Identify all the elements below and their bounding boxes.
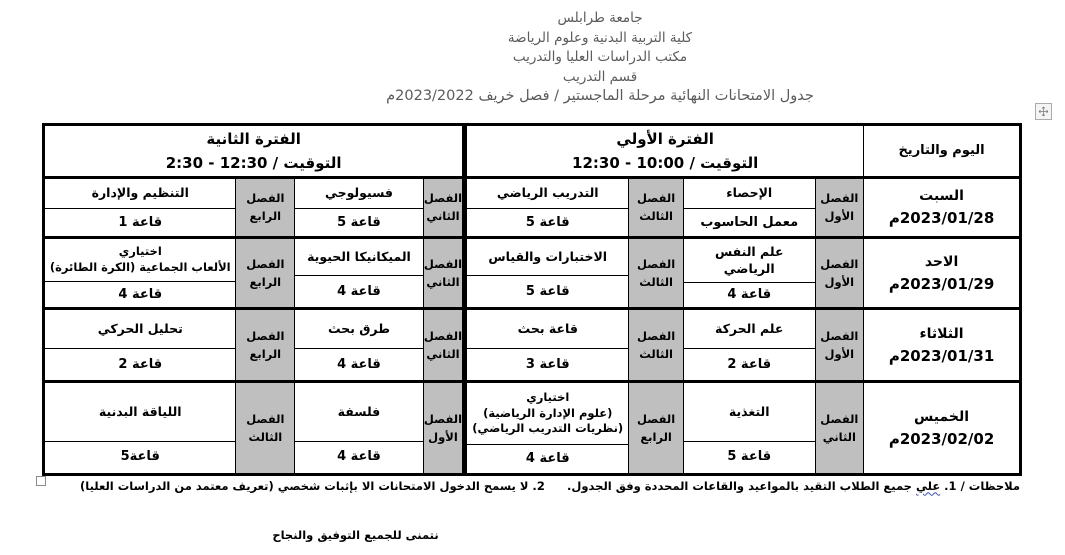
- period2-title: الفترة الثانية: [206, 129, 301, 148]
- period2-time: التوقيت / 12:30 - 2:30: [165, 153, 342, 172]
- semester-label: الرابع: [249, 274, 282, 289]
- period1-title: الفترة الأولي: [616, 129, 714, 148]
- subject-name: [295, 179, 423, 209]
- semester-cell: [629, 237, 684, 308]
- semester-label: الفصل: [246, 256, 285, 271]
- table-move-handle[interactable]: [1035, 103, 1052, 120]
- table-row: [44, 308, 1021, 381]
- university-name: جامعة طرابلس: [557, 10, 643, 26]
- semester-label: الفصل: [246, 328, 285, 343]
- semester-cell: [815, 177, 864, 237]
- table-row: [44, 381, 1021, 474]
- subject-line: قاعة بحث: [517, 320, 578, 336]
- subject-name: [467, 384, 628, 445]
- subject-name: [684, 179, 815, 209]
- semester-label: الفصل: [820, 411, 859, 426]
- subject-name: [45, 384, 235, 442]
- exam-hall: قاعة 5: [525, 283, 570, 299]
- exam-cell: [295, 308, 424, 381]
- semester-cell: [236, 237, 295, 308]
- semester-cell: [815, 237, 864, 308]
- period1-header: [465, 124, 864, 177]
- subject-line: الميكانيكا الحيوية: [307, 248, 411, 264]
- semester-label: الثاني: [822, 429, 856, 444]
- day-name: الاحد: [924, 253, 959, 270]
- subject-name: [684, 310, 815, 349]
- subject-line: فلسفة: [337, 403, 381, 419]
- day-date-header: اليوم والتاريخ: [864, 124, 1021, 177]
- semester-cell: [629, 177, 684, 237]
- semester-label: الفصل: [637, 256, 676, 271]
- office-name: مكتب الدراسات العليا والتدريب: [512, 49, 688, 65]
- semester-label: الفصل: [246, 411, 285, 426]
- semester-label: الفصل: [423, 411, 463, 426]
- table-header-row: [44, 124, 1021, 177]
- semester-cell: [423, 237, 465, 308]
- subject-line: (علوم الإدارة الرياضية): [483, 405, 613, 420]
- semester-cell: [236, 177, 295, 237]
- exam-cell: [295, 237, 424, 308]
- semester-label: الثالث: [639, 346, 673, 361]
- subject-line: الاختبارات والقياس: [488, 248, 608, 264]
- department-name: قسم التدريب: [562, 68, 638, 85]
- exam-cell: [44, 177, 236, 237]
- semester-cell: [629, 381, 684, 474]
- semester-label: الثالث: [639, 209, 673, 223]
- day-cell: [864, 308, 1021, 381]
- semester-cell: [423, 308, 465, 381]
- semester-cell: [423, 177, 465, 237]
- subject-line: التدريب الرياضي: [496, 185, 599, 201]
- semester-label: الثالث: [248, 429, 283, 444]
- semester-label: الفصل: [246, 191, 285, 205]
- exam-hall: قاعة 2: [727, 356, 772, 372]
- subject-line: الإحصاء: [726, 185, 773, 201]
- subject-line: علم النفس: [714, 243, 784, 259]
- move-icon: [1038, 106, 1049, 117]
- subject-line: اللياقة البدنية: [98, 403, 182, 419]
- semester-label: الأول: [824, 274, 855, 289]
- semester-label: الفصل: [820, 256, 859, 271]
- semester-label: الثاني: [426, 274, 460, 289]
- semester-cell: [236, 308, 295, 381]
- exam-cell: [44, 308, 236, 381]
- exam-cell: [295, 177, 424, 237]
- semester-label: الفصل: [637, 411, 676, 426]
- day-name: الثلاثاء: [919, 325, 964, 342]
- exam-hall: قاعة 4: [337, 449, 381, 464]
- semester-label: الأول: [824, 209, 855, 223]
- spellcheck-word: علي: [915, 478, 941, 493]
- semester-label: الفصل: [820, 191, 859, 205]
- exam-hall: قاعة 1: [118, 214, 163, 230]
- subject-name: [684, 384, 815, 442]
- subject-name: [295, 239, 423, 276]
- semester-cell: [236, 381, 295, 474]
- subject-name: [467, 239, 628, 276]
- farewell-line: نتمنى للجميع التوفيق والنجاح: [272, 528, 439, 542]
- day-date: 2023/01/28م: [888, 209, 995, 227]
- day-name: السبت: [919, 188, 964, 204]
- exam-hall: قاعة 5: [525, 214, 570, 230]
- day-date: 2023/02/02م: [888, 429, 995, 448]
- subject-name: [467, 179, 628, 209]
- table-row: [44, 177, 1021, 237]
- semester-label: الرابع: [249, 209, 282, 223]
- empty-square-marker: [36, 476, 46, 486]
- exam-cell: [683, 237, 815, 308]
- exam-cell: [465, 177, 629, 237]
- exam-cell: [44, 237, 236, 308]
- exam-hall: قاعة 4: [727, 287, 772, 303]
- semester-label: الفصل: [423, 256, 463, 271]
- schedule-title: جدول الامتحانات النهائية مرحلة الماجستير / فصل خريف 2023/2022م: [386, 88, 814, 104]
- subject-line: تحليل الحركي: [97, 320, 183, 336]
- semester-cell: [815, 381, 864, 474]
- exam-hall: قاعة 4: [118, 286, 163, 302]
- period1-time: التوقيت / 10:00 - 12:30: [572, 153, 759, 172]
- semester-label: الثاني: [426, 346, 460, 361]
- subject-name: [45, 239, 235, 282]
- exam-cell: [683, 308, 815, 381]
- subject-line: التغذية: [728, 403, 770, 419]
- day-name: الخميس: [914, 408, 970, 425]
- notes-label: ملاحظات / 1.: [940, 478, 1020, 493]
- semester-label: الثالث: [639, 274, 673, 289]
- exam-cell: [44, 381, 236, 474]
- semester-cell: [629, 308, 684, 381]
- semester-label: الفصل: [423, 191, 463, 205]
- exam-hall: قاعة5: [120, 449, 160, 464]
- exam-hall: قاعة 4: [337, 283, 381, 299]
- exam-cell: [465, 308, 629, 381]
- exam-cell: [683, 381, 815, 474]
- subject-line: الألعاب الجماعية (الكرة الطائرة): [49, 260, 231, 274]
- subject-name: [45, 179, 235, 209]
- semester-label: الفصل: [637, 191, 676, 205]
- exam-hall: قاعة 3: [525, 356, 570, 372]
- semester-label: الفصل: [637, 328, 676, 343]
- exam-cell: [465, 237, 629, 308]
- note-1-text: جميع الطلاب التقيد بالمواعيد والقاعات المحددة وفق الجدول.: [567, 478, 916, 493]
- subject-name: [45, 310, 235, 349]
- notes-line: [80, 479, 1020, 494]
- semester-label: الرابع: [249, 346, 282, 361]
- exam-cell: [295, 381, 424, 474]
- exam-hall: معمل الحاسوب: [700, 214, 799, 230]
- exam-schedule-table: [42, 123, 1022, 476]
- document-header: [180, 0, 1020, 107]
- subject-line: اختياري: [526, 390, 570, 405]
- semester-label: الأول: [428, 429, 458, 444]
- subject-name: [295, 310, 423, 349]
- subject-name: [467, 310, 628, 349]
- exam-hall: قاعة 4: [525, 450, 570, 466]
- exam-hall: قاعة 2: [118, 356, 163, 372]
- semester-label: الثاني: [426, 209, 460, 223]
- subject-name: [295, 384, 423, 442]
- exam-hall: قاعة 5: [337, 214, 381, 230]
- note-2: 2. لا يسمح الدخول الامتحانات الا بإثبات شخصي (تعريف معتمد من الدراسات العليا): [80, 478, 545, 493]
- subject-line: (نظريات التدريب الرياضي): [472, 421, 624, 436]
- subject-line: فسيولوجي: [324, 185, 393, 201]
- exam-cell: [683, 177, 815, 237]
- subject-name: [684, 239, 815, 283]
- exam-hall: قاعة 4: [337, 356, 381, 372]
- day-date: 2023/01/29م: [888, 274, 995, 293]
- day-cell: [864, 381, 1021, 474]
- exam-cell: [465, 381, 629, 474]
- table-row: [44, 237, 1021, 308]
- semester-cell: [423, 381, 465, 474]
- day-date: 2023/01/31م: [888, 346, 995, 365]
- period2-header: [44, 124, 465, 177]
- faculty-name: كلية التربية البدنية وعلوم الرياضة: [507, 29, 693, 46]
- day-cell: [864, 237, 1021, 308]
- day-cell: [864, 177, 1021, 237]
- subject-line: اختياري: [118, 244, 162, 259]
- note-1: [567, 479, 1020, 494]
- subject-line: علم الحركة: [715, 320, 784, 336]
- subject-line: طرق بحث: [327, 320, 390, 336]
- semester-cell: [815, 308, 864, 381]
- exam-hall: قاعة 5: [727, 449, 772, 464]
- subject-line: التنظيم والإدارة: [91, 185, 189, 201]
- subject-line: الرياضي: [723, 260, 775, 276]
- semester-label: الفصل: [423, 328, 463, 343]
- semester-label: الأول: [824, 346, 855, 361]
- semester-label: الفصل: [820, 328, 859, 343]
- semester-label: الرابع: [640, 429, 672, 444]
